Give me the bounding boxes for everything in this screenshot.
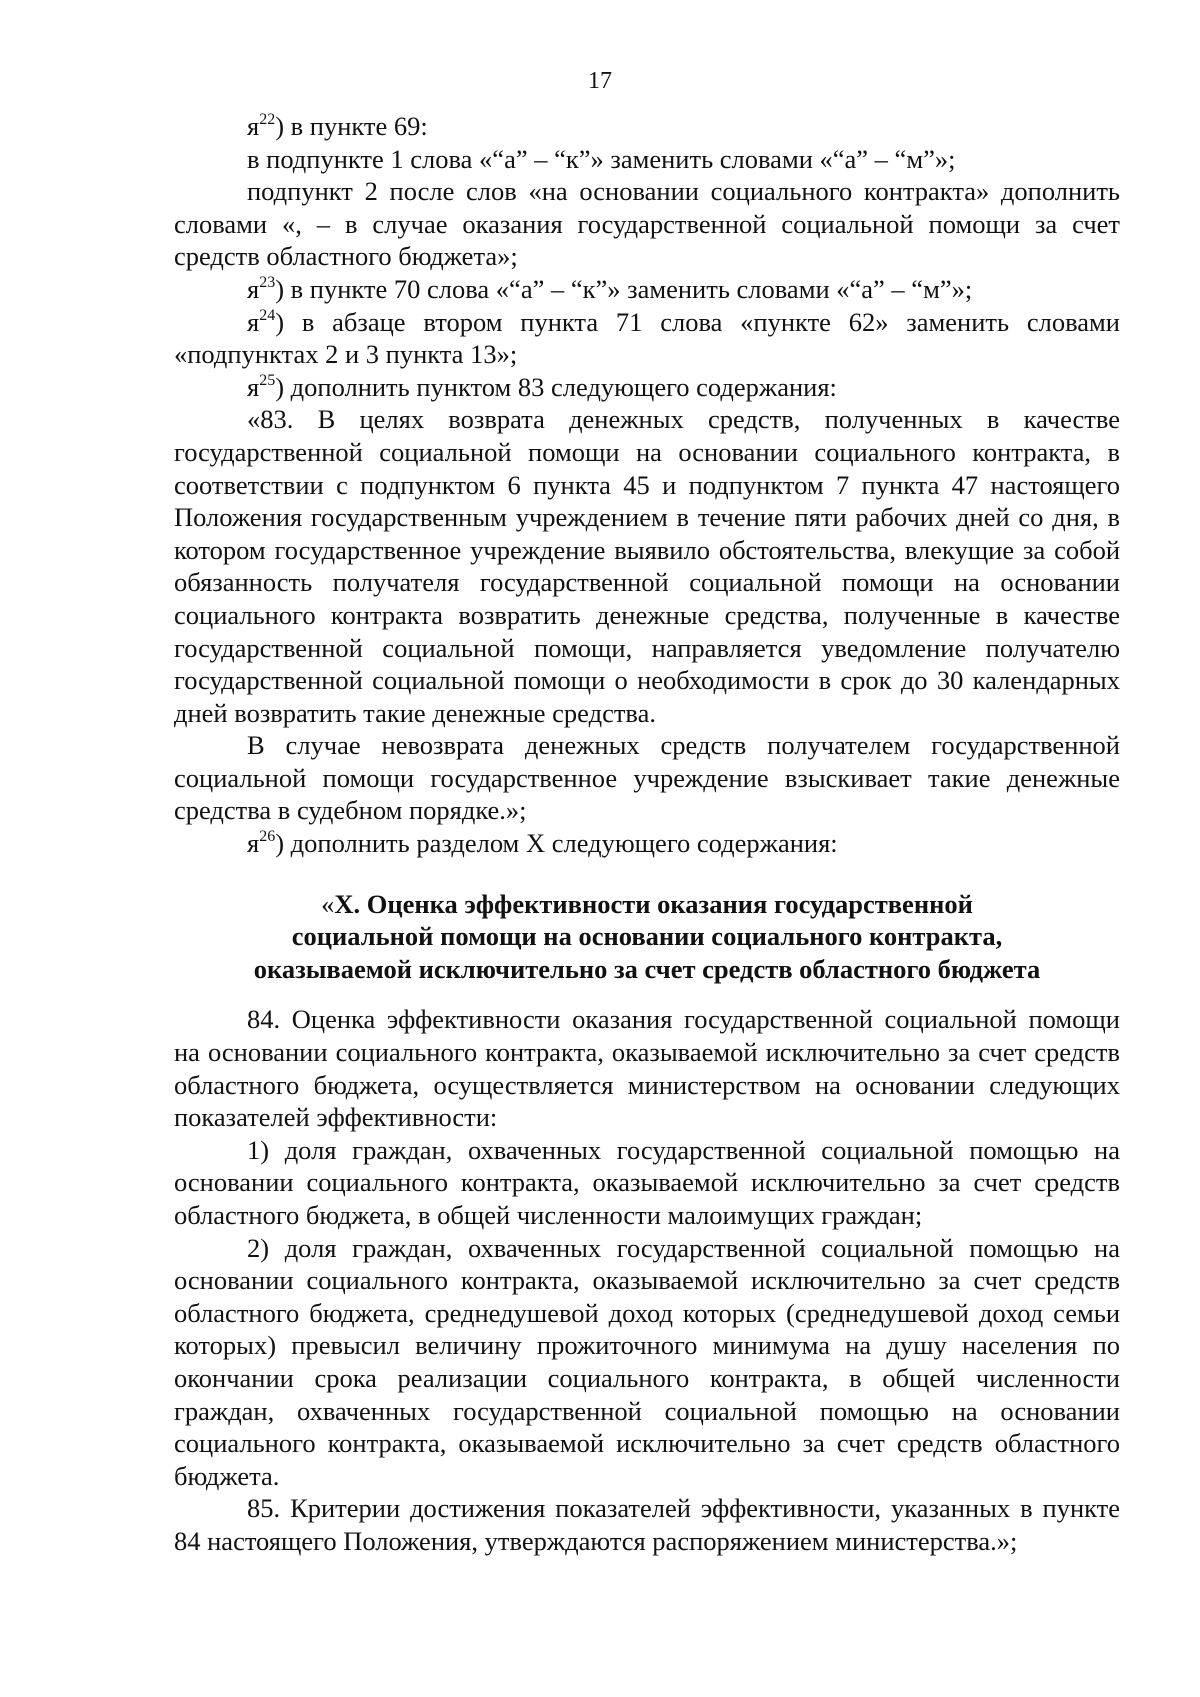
paragraph-text: 1) доля граждан, охваченных государственной социальной помощью на основании социального контракта, оказываемой исключительно за счет средств областного бюджета, в общей численности малоимущих граждан; [174, 1134, 1120, 1230]
item-prefix: я [247, 371, 260, 402]
paragraph-text: ) в абзаце втором пункта 71 слова «пункте 62» заменить словами «подпунктах 2 и 3 пункта 13»; [174, 306, 1120, 370]
paragraph-text: 2) доля граждан, охваченных государственной социальной помощью на основании социального контракта, оказываемой исключительно за счет средств областного бюджета, среднедушевой доход которых (среднедушевой доход семьи которых) превысил величину прожиточного минимума на душу населения по окончании срока реализации социального контракта, в общей численности граждан, охваченных государственной социальной помощью на основании социального контракта, оказываемой исключительно за счет средств областного бюджета. [174, 1232, 1120, 1491]
document-body [174, 110, 1120, 1558]
paragraph-point-83-part-2 [174, 729, 1120, 827]
paragraph-text: ) в пункте 70 слова «“а” – “к”» заменить словами «“а” – “м”»; [275, 273, 973, 304]
paragraph-item-ya23 [174, 273, 1120, 306]
paragraph-text: 84. Оценка эффективности оказания государственной социальной помощи на основании социального контракта, оказываемой исключительно за счет средств областного бюджета, осуществляется министерством на основании следующих показателей эффективности: [174, 1004, 1120, 1133]
heading-line-1 [174, 888, 1120, 921]
section-heading [174, 888, 1120, 986]
page-number: 17 [588, 68, 612, 94]
paragraph-subpoint-2 [174, 175, 1120, 273]
heading-quote: « [321, 888, 335, 919]
item-prefix: я [247, 306, 260, 337]
paragraph-point-85 [174, 1492, 1120, 1557]
paragraph-item-ya26 [174, 827, 1120, 860]
paragraph-item-ya24 [174, 306, 1120, 371]
paragraph-text: ) дополнить разделом X следующего содержания: [275, 828, 838, 859]
item-prefix: я [247, 111, 260, 141]
item-superscript: 23 [259, 273, 276, 291]
item-superscript: 25 [259, 371, 276, 389]
heading-line-2: социальной помощи на основании социального контракта, [291, 921, 1003, 952]
paragraph-indicator-1 [174, 1134, 1120, 1232]
item-superscript: 22 [259, 111, 276, 128]
item-superscript: 24 [259, 306, 276, 324]
paragraph-text: 85. Критерии достижения показателей эффективности, указанных в пункте 84 настоящего Положения, утверждаются распоряжением министерства.»; [174, 1493, 1120, 1556]
paragraph-point-83 [174, 403, 1120, 729]
paragraph-text: в подпункте 1 слова «“а” – “к”» заменить словами «“а” – “м”»; [247, 143, 956, 174]
paragraph-text: подпункт 2 после слов «на основании социального контракта» дополнить словами «, – в случае оказания государственной социальной помощи за счет средств областного бюджета»; [174, 176, 1120, 272]
heading-line-3: оказываемой исключительно за счет средств областного бюджета [253, 953, 1041, 984]
item-prefix: я [247, 273, 260, 304]
paragraph-text: ) дополнить пунктом 83 следующего содержания: [275, 371, 837, 402]
paragraph-subpoint-1 [174, 143, 1120, 176]
paragraph-item-ya25 [174, 371, 1120, 404]
paragraph-text: «83. В целях возврата денежных средств, полученных в качестве государственной социальной помощи на основании социального контракта, в соответствии с подпунктом 6 пункта 45 и подпунктом 7 пункта 47 настоящего Положения государственным учреждением в течение пяти рабочих дней со дня, в котором государственное учреждение выявило обстоятельства, влекущие за собой обязанность получателя государственной социальной помощи на основании социального контракта возвратить денежные средства, полученные в качестве государственной социальной помощи, направляется уведомление получателю государственной социальной помощи о необходимости в срок до 30 календарных дней возвратить такие денежные средства. [174, 404, 1120, 728]
paragraph-text: ) в пункте 69: [275, 111, 428, 141]
heading-text: X. Оценка эффективности оказания государственной [334, 888, 973, 919]
paragraph-point-84 [174, 1003, 1120, 1133]
item-prefix: я [247, 828, 260, 859]
paragraph-indicator-2 [174, 1232, 1120, 1493]
paragraph-text: В случае невозврата денежных средств получателем государственной социальной помощи государственное учреждение взыскивает такие денежные средства в судебном порядке.»; [174, 730, 1120, 826]
paragraph-item-ya22 [174, 110, 1120, 143]
item-superscript: 26 [259, 828, 276, 846]
